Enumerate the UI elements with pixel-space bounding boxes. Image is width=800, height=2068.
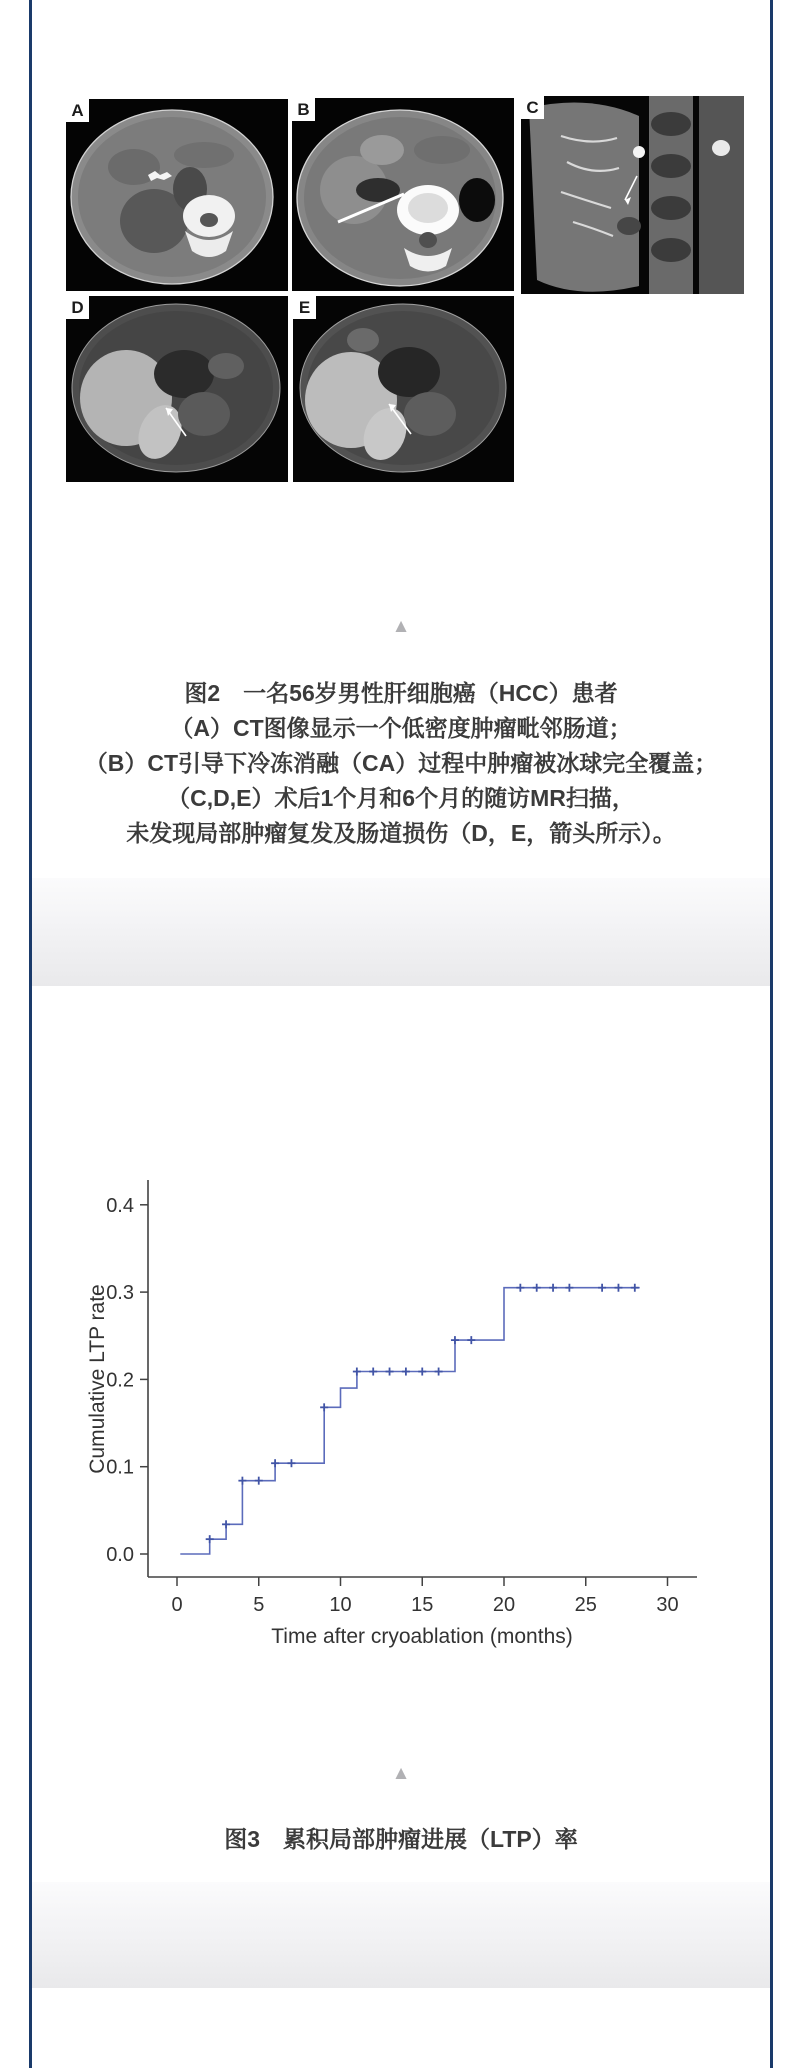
mr-axial-image-e bbox=[293, 296, 514, 482]
km-step-curve bbox=[180, 1288, 639, 1554]
y-tick-label: 0.1 bbox=[106, 1456, 134, 1479]
page-left-border bbox=[29, 0, 32, 2068]
x-tick-label: 0 bbox=[171, 1594, 183, 1616]
figure2-panel-c bbox=[521, 96, 744, 294]
ct-axial-image-a bbox=[66, 99, 288, 291]
x-tick-label: 25 bbox=[574, 1594, 597, 1616]
caption-line: 图2 一名56岁男性肝细胞癌（HCC）患者 bbox=[184, 680, 618, 706]
x-tick-label: 30 bbox=[656, 1594, 679, 1616]
x-tick-label: 5 bbox=[253, 1594, 265, 1616]
caption-line: 未发现局部肿瘤复发及肠道损伤（D，E，箭头所示）。 bbox=[126, 820, 676, 846]
y-tick-label: 0.0 bbox=[106, 1544, 134, 1566]
figure2-marker-triangle-icon: ▲ bbox=[391, 616, 411, 637]
y-axis-title: Cumulative LTP rate bbox=[86, 1284, 109, 1474]
panel-label-c: C bbox=[521, 96, 544, 119]
section-divider bbox=[32, 1882, 770, 1988]
figure2-panel-b bbox=[292, 98, 514, 291]
caption-line: （B）CT引导下冷冻消融（CA）过程中肿瘤被冰球完全覆盖； bbox=[84, 750, 718, 776]
figure2-panel-d bbox=[66, 296, 288, 482]
ltp-chart-svg bbox=[84, 1140, 724, 1670]
caption-line: （C,D,E）术后1个月和6个月的随访MR扫描， bbox=[167, 785, 635, 811]
figure2-panel-e bbox=[293, 296, 514, 482]
mr-axial-image-d bbox=[66, 296, 288, 482]
caption-line: （A）CT图像显示一个低密度肿瘤毗邻肠道； bbox=[170, 715, 632, 741]
y-tick-label: 0.3 bbox=[106, 1282, 134, 1305]
panel-label-e: E bbox=[293, 296, 316, 319]
x-tick-label: 15 bbox=[411, 1594, 434, 1616]
figure3-chart bbox=[84, 1140, 724, 1670]
x-axis-title: Time after cryoablation (months) bbox=[271, 1625, 573, 1648]
ct-axial-image-b bbox=[292, 98, 514, 291]
x-tick-label: 10 bbox=[329, 1594, 352, 1616]
y-tick-label: 0.4 bbox=[106, 1194, 134, 1217]
panel-label-a: A bbox=[66, 99, 89, 122]
section-divider bbox=[32, 878, 770, 986]
y-tick-label: 0.2 bbox=[106, 1369, 134, 1392]
figure2-caption bbox=[32, 676, 770, 851]
panel-label-b: B bbox=[292, 98, 315, 121]
figure2-panel-a bbox=[66, 99, 288, 291]
page-right-border bbox=[770, 0, 773, 2068]
panel-label-d: D bbox=[66, 296, 89, 319]
figure3-caption: 图3 累积局部肿瘤进展（LTP）率 bbox=[224, 1826, 578, 1852]
figure3-marker-triangle-icon: ▲ bbox=[391, 1763, 411, 1784]
mr-coronal-image-c bbox=[521, 96, 744, 294]
x-tick-label: 20 bbox=[492, 1594, 516, 1616]
